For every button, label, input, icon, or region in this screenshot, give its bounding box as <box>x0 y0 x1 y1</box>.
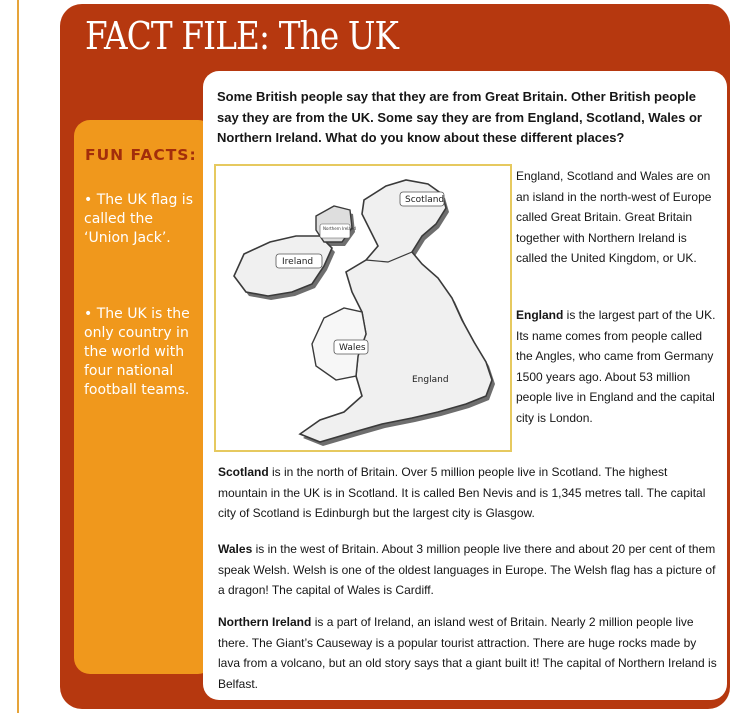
page-title: FACT FILE: The UK <box>85 14 399 58</box>
scotland-paragraph <box>218 462 718 524</box>
great-britain-paragraph: England, Scotland and Wales are on an island in the north-west of Europe called Great Britain. Great Britain together with Northern Ireland is called the United Kingdom, or UK. <box>516 169 712 265</box>
england-term: England <box>516 308 564 322</box>
map-label-ireland: Ireland <box>282 257 314 267</box>
fun-fact-item: • The UK is the only country in the world with four national football teams. <box>84 306 190 398</box>
northern-ireland-paragraph <box>218 612 718 694</box>
map-label-wales: Wales <box>339 343 366 353</box>
scotland-text: is in the north of Britain. Over 5 million people live in Scotland. The highest mountain in the UK is in Scotland. It is called Ben Nevis and is 1,345 metres tall. The capital city of Scotland is Edinburgh but the largest city is Glasgow. <box>218 465 706 520</box>
map-label-northern-ireland: Northern Ireland <box>323 226 356 231</box>
left-margin-rule <box>17 0 19 713</box>
england-paragraph <box>516 305 716 428</box>
fun-facts-heading: FUN FACTS: <box>85 146 197 164</box>
map-label-scotland: Scotland <box>405 195 445 205</box>
intro-paragraph: Some British people say that they are from Great Britain. Other British people say they are from the UK. Some say they are from England, Scotland, Wales or Northern Ireland. What do you know about these different places? <box>217 89 702 145</box>
england-text: is the largest part of the UK. Its name comes from people called the Angles, who came from Germany 1500 years ago. About 53 million people live in England and the capital city is London. <box>516 308 716 425</box>
northern-ireland-text: is a part of Ireland, an island west of Britain. Nearly 2 million people live there. The Giant’s Causeway is a popular tourist attraction. There are huge rocks made by lava from a volcano, but an old story says that a giant built it! The capital of Northern Ireland is Belfast. <box>218 615 717 691</box>
uk-map <box>214 164 512 452</box>
scotland-term: Scotland <box>218 465 269 479</box>
northern-ireland-term: Northern Ireland <box>218 615 312 629</box>
fun-fact-item: • The UK flag is called the ‘Union Jack’. <box>84 192 193 246</box>
uk-map-drawing <box>216 166 510 450</box>
map-label-england: England <box>412 375 449 385</box>
wales-term: Wales <box>218 542 253 556</box>
wales-text: is in the west of Britain. About 3 million people live there and about 20 per cent of them speak Welsh. Welsh is one of the oldest languages in Europe. The Welsh flag has a picture of a dragon! The capital of Wales is Cardiff. <box>218 542 716 597</box>
wales-paragraph <box>218 539 718 601</box>
